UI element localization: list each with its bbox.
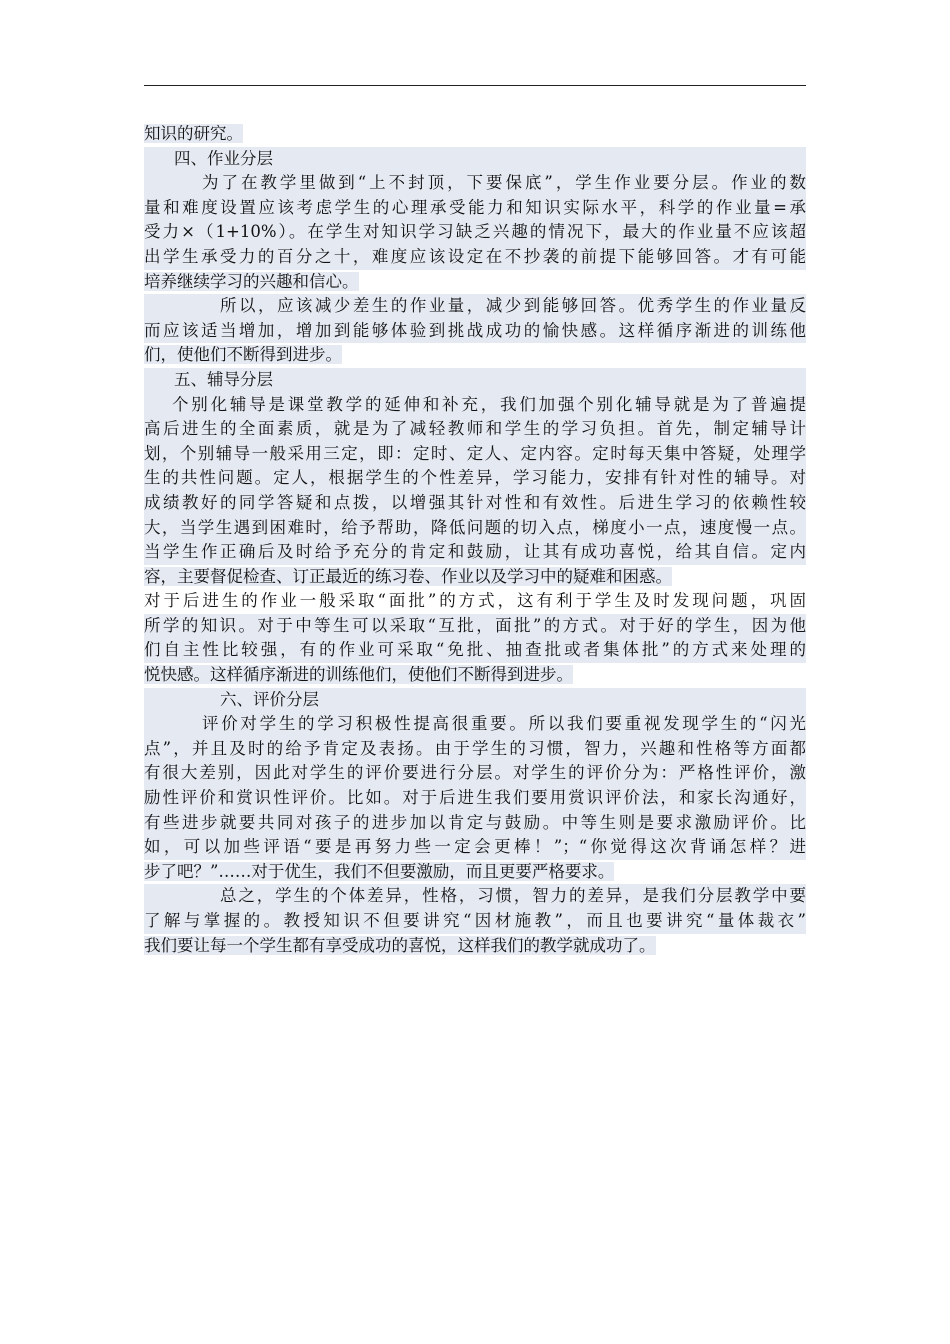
paragraph-line: 悦快感。这样循序渐进的训练他们，使他们不断得到进步。 (144, 665, 573, 685)
paragraph-line: 当学生作正确后及时给予充分的肯定和鼓励，让其有成功喜悦，给其自信。定内 (144, 540, 806, 565)
paragraph-line: 我们要让每一个学生都有享受成功的喜悦，这样我们的教学就成功了。 (144, 935, 656, 955)
paragraph-line: 量和难度设置应该考虑学生的心理承受能力和知识实际水平，科学的作业量=承 (144, 196, 806, 221)
paragraph-line: 所学的知识。对于中等生可以采取“互批，面批”的方式。对于好的学生，因为他 (144, 614, 806, 639)
paragraph-line: 们，使他们不断得到进步。 (144, 345, 342, 365)
paragraph-line: 有很大差别，因此对学生的评价要进行分层。对学生的评价分为：严格性评价，激 (144, 761, 806, 786)
paragraph-line: 为了在教学里做到“上不封顶，下要保底”，学生作业要分层。作业的数 (144, 171, 806, 196)
paragraph-line: 出学生承受力的百分之十，难度应该设定在不抄袭的前提下能够回答。才有可能 (144, 245, 806, 270)
paragraph-line: 步了吧？”……对于优生，我们不但要激励，而且更要严格要求。 (144, 861, 615, 881)
paragraph-line: 如，可以加些评语“要是再努力些一定会更棒！”；“你觉得这次背诵怎样？进 (144, 835, 806, 860)
paragraph-line: 成绩教好的同学答疑和点拨，以增强其针对性和有效性。后进生学习的依赖性较 (144, 491, 806, 516)
paragraph-line: 点”，并且及时的给予肯定及表扬。由于学生的习惯，智力，兴趣和性格等方面都 (144, 737, 806, 762)
section-heading: 五、辅导分层 (144, 368, 806, 393)
paragraph-line: 大，当学生遇到困难时，给予帮助，降低问题的切入点，梯度小一点，速度慢一点。 (144, 516, 806, 541)
document-body (144, 122, 806, 958)
paragraph-line: 划，个别辅导一般采用三定，即：定时、定人、定内容。定时每天集中答疑，处理学 (144, 442, 806, 467)
paragraph-line: 所以，应该减少差生的作业量，减少到能够回答。优秀学生的作业量反 (144, 294, 806, 319)
paragraph-line: 培养继续学习的兴趣和信心。 (144, 271, 359, 291)
paragraph-line: 而应该适当增加，增加到能够体验到挑战成功的愉快感。这样循序渐进的训练他 (144, 319, 806, 344)
paragraph-line: 总之，学生的个体差异，性格，习惯，智力的差异，是我们分层教学中要 (144, 884, 806, 909)
paragraph-line: 容，主要督促检查、订正最近的练习卷、作业以及学习中的疑难和困惑。 (144, 566, 672, 586)
section-heading: 六、评价分层 (144, 688, 806, 713)
paragraph-line: 有些进步就要共同对孩子的进步加以肯定与鼓励。中等生则是要求激励评价。比 (144, 811, 806, 836)
paragraph-line: 评价对学生的学习积极性提高很重要。所以我们要重视发现学生的“闪光 (144, 712, 806, 737)
paragraph-line: 知识的研究。 (144, 124, 243, 143)
paragraph-line: 生的共性问题。定人，根据学生的个性差异，学习能力，安排有针对性的辅导。对 (144, 466, 806, 491)
paragraph-line: 对于后进生的作业一般采取“面批”的方式，这有利于学生及时发现问题，巩固 (144, 591, 806, 611)
paragraph-line: 高后进生的全面素质，就是为了减轻教师和学生的学习负担。首先，制定辅导计 (144, 417, 806, 442)
section-heading: 四、作业分层 (144, 147, 806, 172)
paragraph-line: 励性评价和赏识性评价。比如。对于后进生我们要用赏识评价法，和家长沟通好， (144, 786, 806, 811)
paragraph-line: 个别化辅导是课堂教学的延伸和补充，我们加强个别化辅导就是为了普遍提 (144, 393, 806, 418)
paragraph-line: 们自主性比较强，有的作业可采取“免批、抽查批或者集体批”的方式来处理的 (144, 638, 806, 663)
paragraph-line: 了解与掌握的。教授知识不但要讲究“因材施教”，而且也要讲究“量体裁衣” (144, 909, 806, 934)
header-rule (144, 85, 806, 86)
paragraph-line: 受力×（1+10%）。在学生对知识学习缺乏兴趣的情况下，最大的作业量不应该超 (144, 220, 806, 245)
